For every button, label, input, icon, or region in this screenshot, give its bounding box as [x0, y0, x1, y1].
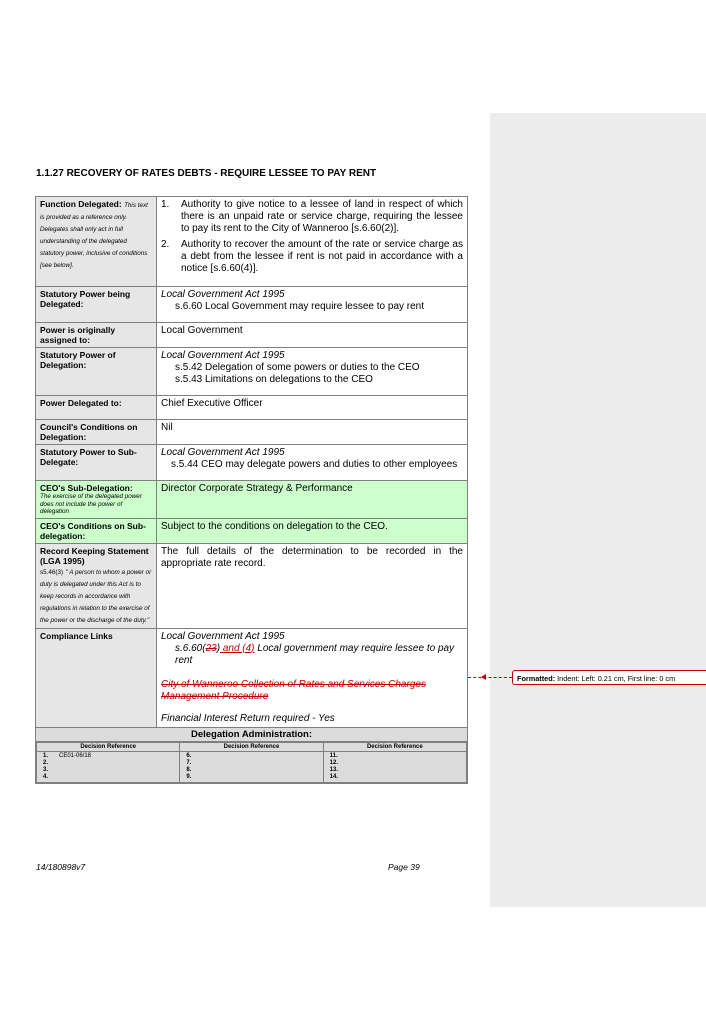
record-keeping-note: " A person to whom a power or duty is delegated under this Act is to keep records in accordance with regulations in relation to the exercise of the power or the discharge of the duty." [40, 568, 152, 624]
value-cell [157, 445, 468, 481]
admin-table [36, 742, 467, 783]
delegation-table [35, 196, 468, 784]
label-cell [36, 481, 157, 519]
value-cell: Local Government [157, 323, 468, 348]
row-originally-assigned [36, 323, 468, 348]
section-prefix: s.6.60( [175, 642, 206, 654]
label-cell: Statutory Power being Delegated: [36, 287, 157, 323]
section-line: s.6.60 Local Government may require lessee to pay rent [175, 301, 425, 312]
admin-row: 4. [43, 773, 49, 780]
admin-row: 1. CE01-06/18 [43, 752, 92, 759]
item-number: 2. [161, 239, 170, 250]
admin-column-3 [323, 751, 466, 782]
section-close: ) [216, 642, 221, 654]
admin-row: 13. [329, 766, 338, 773]
row-function-delegated [36, 197, 468, 287]
row-council-conditions [36, 420, 468, 445]
inserted-text: and (4) [220, 642, 255, 654]
financial-interest-line: Financial Interest Return required - Yes [161, 712, 335, 724]
function-delegated-note: This text is provided as a reference only. Delegates shall only act in full understanding of the delegated statutory power, inclusive of conditions [see below]. [40, 202, 148, 269]
admin-column-2 [180, 751, 323, 782]
admin-row: 12. [329, 759, 338, 766]
value-cell [157, 348, 468, 396]
act-name: Local Government Act 1995 [161, 289, 285, 300]
label-cell [36, 543, 157, 628]
value-cell: Chief Executive Officer [157, 396, 468, 420]
comment-connector-arrow [481, 674, 486, 680]
admin-title: Delegation Administration: [36, 727, 468, 741]
section-line: s.5.42 Delegation of some powers or duties to the CEO [175, 362, 420, 373]
row-compliance-links [36, 628, 468, 727]
markup-margin-pane [490, 113, 706, 907]
record-keeping-note-ref: s5.46(3) [40, 568, 64, 576]
deleted-procedure-link: City of Wanneroo Collection of Rates and Services Charges Management Procedure [161, 678, 426, 702]
list-item [161, 199, 463, 235]
record-keeping-label: Record Keeping Statement (LGA 1995) [40, 545, 149, 566]
ceo-sub-delegation-note: The exercise of the delegated power does not include the power of delegation [40, 493, 142, 515]
balloon-label: Formatted: [517, 674, 556, 683]
label-cell: Power Delegated to: [36, 396, 157, 420]
admin-row: 6. [186, 752, 192, 759]
row-ceo-conditions [36, 518, 468, 543]
value-cell [157, 197, 468, 287]
admin-container [36, 741, 468, 783]
admin-row: 9. [186, 773, 192, 780]
item-text: Authority to give notice to a lessee of land in respect of which there is an unpaid rate or service charge, requiring the lessee to pay its rent to the City of Wanneroo [s.6.60(2)]. [181, 199, 463, 234]
admin-column-header: Decision Reference [37, 742, 180, 751]
label-cell: Statutory Power of Delegation: [36, 348, 157, 396]
admin-row: 3. [43, 766, 49, 773]
function-items-list [161, 199, 463, 275]
label-cell: Compliance Links [36, 628, 157, 727]
section-line: s.5.44 CEO may delegate powers and duties to other employees [171, 459, 458, 470]
value-cell [157, 287, 468, 323]
value-cell: The full details of the determination to be recorded in the appropriate rate record. [157, 543, 468, 628]
footer-doc-reference: 14/180898v7 [36, 862, 86, 872]
section-line: s.5.43 Limitations on delegations to the CEO [175, 374, 373, 385]
admin-row: 8. [186, 766, 192, 773]
comment-connector-line [468, 677, 512, 678]
label-cell: Statutory Power to Sub-Delegate: [36, 445, 157, 481]
section-line [161, 643, 463, 667]
value-cell: Director Corporate Strategy & Performance [157, 481, 468, 519]
label-cell: Power is originally assigned to: [36, 323, 157, 348]
value-cell [157, 628, 468, 727]
value-cell: Nil [157, 420, 468, 445]
act-name: Local Government Act 1995 [161, 630, 285, 642]
row-sub-delegate-power [36, 445, 468, 481]
label-cell: Council's Conditions on Delegation: [36, 420, 157, 445]
list-item [161, 239, 463, 275]
label-cell: CEO's Conditions on Sub-delegation: [36, 518, 157, 543]
ceo-sub-delegation-label: CEO's Sub-Delegation: [40, 483, 133, 493]
admin-column-1 [37, 751, 180, 782]
item-number: 1. [161, 199, 170, 210]
row-record-keeping [36, 543, 468, 628]
row-statutory-power [36, 287, 468, 323]
admin-column-header: Decision Reference [323, 742, 466, 751]
admin-row: 7. [186, 759, 192, 766]
formatting-comment-balloon[interactable] [512, 670, 706, 685]
section-heading: 1.1.27 RECOVERY OF RATES DEBTS - REQUIRE LESSEE TO PAY RENT [36, 168, 377, 179]
act-name: Local Government Act 1995 [161, 447, 285, 458]
row-power-of-delegation [36, 348, 468, 396]
admin-row: 14. [329, 773, 338, 780]
row-admin-nested [36, 741, 468, 783]
row-admin-title [36, 727, 468, 741]
admin-row: 11. [329, 752, 338, 759]
balloon-text: Indent: Left: 0.21 cm, First line: 0 cm [555, 674, 676, 683]
deleted-text: 23 [205, 642, 217, 654]
section-rest: Local government may require lessee to pay rent [175, 642, 455, 666]
row-power-delegated-to [36, 396, 468, 420]
admin-row: 2. [43, 759, 49, 766]
act-name: Local Government Act 1995 [161, 350, 285, 361]
footer-page-number: Page 39 [388, 862, 420, 872]
function-delegated-label: Function Delegated: [40, 199, 122, 209]
label-cell [36, 197, 157, 287]
item-text: Authority to recover the amount of the rate or service charge as a debt from the lessee if rent is not paid in accordance with a notice [s.6.60(4)]. [181, 239, 463, 274]
value-cell: Subject to the conditions on delegation to the CEO. [157, 518, 468, 543]
row-ceo-sub-delegation [36, 481, 468, 519]
admin-column-header: Decision Reference [180, 742, 323, 751]
